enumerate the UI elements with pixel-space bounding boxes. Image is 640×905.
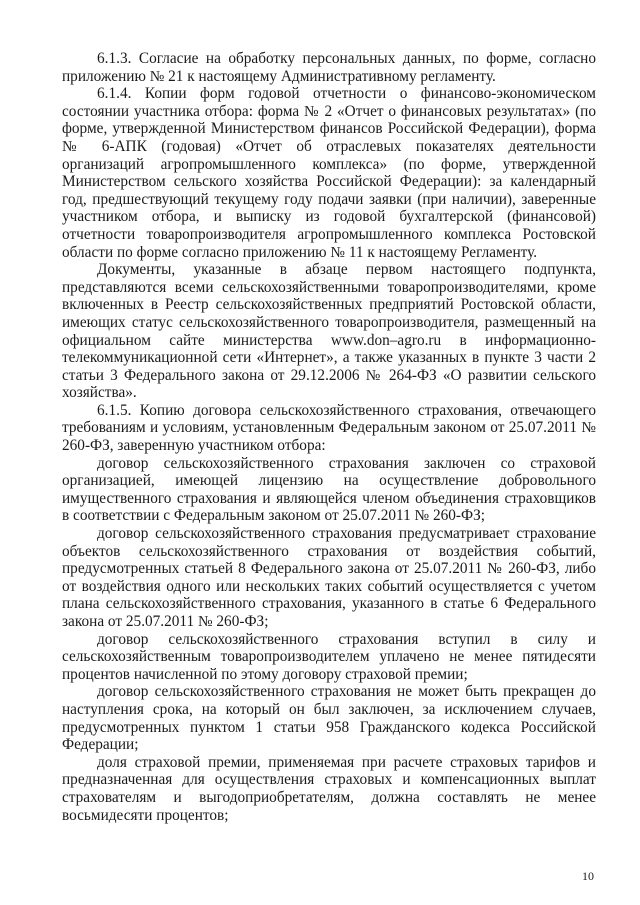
document-body <box>62 50 596 824</box>
paragraph-documents-note: Документы, указанные в абзаце первом настоящего подпункта, представляются всеми сельскохозяйственными товаропроизводителями, кроме включенных в Реестр сельскохозяйственных предприятий Ростовской области, имеющих статус сельскохозяйственного товаропроизводителя, размещенный на официальном сайте министерства www.don–agro.ru в информационно-телекоммуникационной сети «Интернет», а также указанных в пункте 3 части 2 статьи 3 Федерального закона от 29.12.2006 № 264-ФЗ «О развитии сельского хозяйства». <box>62 261 596 402</box>
paragraph-condition-coverage: договор сельскохозяйственного страхования предусматривает страхование объектов сельскохозяйственного страхования от воздействия событий, предусмотренных статьей 8 Федерального закона от 25.07.2011 № 260-ФЗ, либо от воздействия одного или нескольких таких событий осуществляется с учетом плана сельскохозяйственного страхования, указанного в статье 6 Федерального закона от 25.07.2011 № 260-ФЗ; <box>62 525 596 630</box>
paragraph-6-1-5: 6.1.5. Копию договора сельскохозяйственного страхования, отвечающего требованиям и условиям, установленным Федеральным законом от 25.07.2011 № 260-ФЗ, заверенную участником отбора: <box>62 401 596 455</box>
paragraph-6-1-4: 6.1.4. Копии форм годовой отчетности о финансово-экономическом состоянии участника отбора: форма № 2 «Отчет о финансовых результатах» (по форме, утвержденной Министерством финансов Российской Федерации), форма № 6-АПК (годовая) «Отчет об отраслевых показателях деятельности организаций агропромышленного комплекса» (по форме, утвержденной Министерством сельского хозяйства Российской Федерации): за календарный год, предшествующий текущему году подачи заявки (при наличии), заверенные участником отбора, и выписку из годовой бухгалтерской (финансовой) отчетности товаропроизводителя агропромышленного комплекса Ростовской области по форме согласно приложению № 11 к настоящему Регламенту. <box>62 85 596 261</box>
paragraph-condition-premium-share: доля страховой премии, применяемая при расчете страховых тарифов и предназначенная для осуществления страховых и компенсационных выплат страхователям и выгодоприобретателям, должна составлять не менее восьмидесяти процентов; <box>62 753 596 824</box>
paragraph-6-1-3: 6.1.3. Согласие на обработку персональных данных, по форме, согласно приложению № 21 к настоящему Административному регламенту. <box>62 50 596 85</box>
paragraph-condition-license: договор сельскохозяйственного страхования заключен со страховой организацией, имеющей лицензию на осуществление добровольного имущественного страхования и являющейся членом объединения страховщиков в соответствии с Федеральным законом от 25.07.2011 № 260-ФЗ; <box>62 454 596 525</box>
page-number: 10 <box>582 869 594 883</box>
paragraph-condition-in-force: договор сельскохозяйственного страхования вступил в силу и сельскохозяйственным товаропроизводителем уплачено не менее пятидесяти процентов начисленной по этому договору страховой премии; <box>62 630 596 683</box>
paragraph-condition-termination: договор сельскохозяйственного страхования не может быть прекращен до наступления срока, на который он был заключен, за исключением случаев, предусмотренных пунктом 1 статьи 958 Гражданского кодекса Российской Федерации; <box>62 683 596 754</box>
